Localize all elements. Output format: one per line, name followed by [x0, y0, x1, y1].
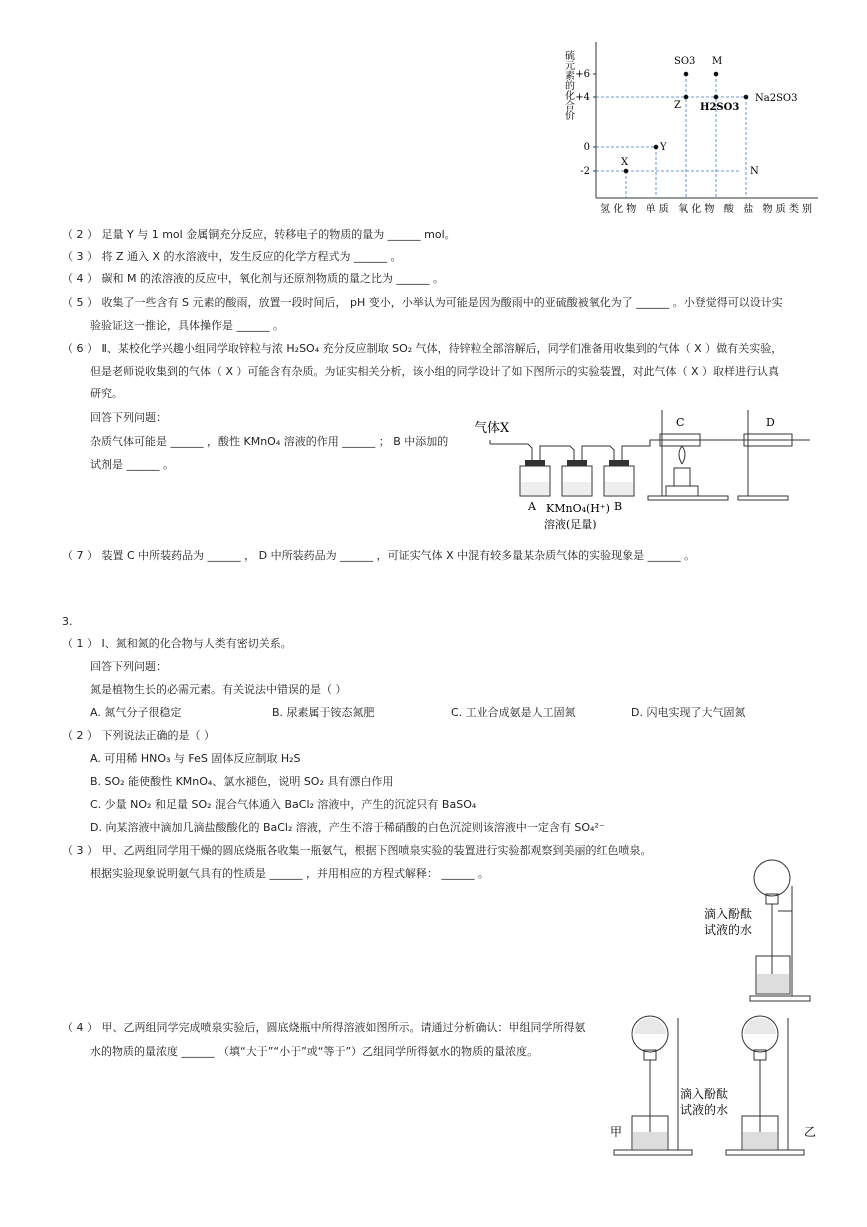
question-2-4: （ 4 ） 碳和 M 的浓溶液的反应中，氧化剂与还原剂物质的量之比为 ______ 。	[62, 272, 444, 285]
bottle-KMnO4	[562, 460, 592, 496]
fountain-pair-label-line2: 试液的水	[680, 1103, 729, 1117]
gas-x-label: 气体X	[474, 421, 510, 436]
option-3-2-A: A. 可用稀 HNO₃ 与 FeS 固体反应制取 H₂S	[90, 752, 301, 765]
question-2-6-line2: 但是老师说收集到的气体（ X ）可能含有杂质。为证实相关分析，该小组的同学设计了如下图所示的实验装置，对此气体（ X ）取样进行认真	[90, 365, 780, 378]
question-3-3: （ 3 ） 甲、乙两组同学用干燥的圆底烧瓶各收集一瓶氨气，根据下图喷泉实验的装置进行实验都观察到美丽的红色喷泉。	[62, 844, 652, 857]
question-2-6-line3: 研究。	[90, 387, 123, 400]
fountain-apparatus-pair	[608, 1010, 818, 1160]
option-3-2-B: B. SO₂ 能使酸性 KMnO₄、氯水褪色，说明 SO₂ 具有漂白作用	[90, 775, 394, 788]
label-Y: Y	[660, 142, 667, 153]
option-3-1-C: C. 工业合成氨是人工固氮	[451, 706, 576, 719]
label-M: M	[712, 56, 723, 67]
option-3-1-A: A. 氮气分子很稳定	[90, 706, 182, 719]
fountain-label-line2: 试液的水	[704, 923, 753, 937]
apparatus-D	[738, 410, 792, 500]
point-Z	[684, 95, 689, 100]
option-3-2-C: C. 少量 NO₂ 和足量 SO₂ 混合气体通入 BaCl₂ 溶液中，产生的沉淀只有 BaSO₄	[90, 798, 477, 811]
question-2-5-line2: 验验证这一推论，具体操作是 ______ 。	[90, 319, 284, 332]
question-3-1b: 回答下列问题：	[90, 660, 167, 673]
label-X: X	[621, 157, 629, 168]
y-axis-label: 硫元素的化合价	[562, 50, 574, 120]
problem-3-number: 3.	[62, 615, 73, 628]
question-2-5-line1: （ 5 ） 收集了一些含有 S 元素的酸雨，放置一段时间后， pH 变小，小举认为可能是因为酸雨中的亚硫酸被氧化为了 ______ 。小登觉得可以设计实	[62, 296, 783, 309]
point-Y	[654, 145, 659, 150]
question-2-6-line5: 杂质气体可能是 ______ ，酸性 KMnO₄ 溶液的作用 ______ ； B 中添加的	[90, 435, 449, 448]
label-A: A	[528, 500, 536, 513]
label-Na2SO3: Na2SO3	[755, 93, 798, 104]
label-solution: 溶液(足量)	[544, 518, 597, 531]
option-3-1-D: D. 闪电实现了大气固氮	[631, 706, 746, 719]
question-2-6-line1: （ 6 ） Ⅱ、某校化学兴趣小组同学取锌粒与浓 H₂SO₄ 充分反应制取 SO₂ 气体，待锌粒全部溶解后，同学们准备用收集到的气体（ X ）做有关实验，	[62, 342, 783, 355]
question-2-7: （ 7 ） 装置 C 中所装药品为 ______ ， D 中所装药品为 ______ ，可证实气体 X 中混有较多量某杂质气体的实验现象是 ______ 。	[62, 549, 696, 562]
question-2-6-line4: 回答下列问题：	[90, 411, 167, 424]
label-Z: Z	[674, 100, 681, 111]
question-3-1c: 氮是植物生长的必需元素。有关说法中错误的是（ ）	[90, 683, 347, 696]
label-SO3: SO3	[674, 56, 696, 67]
point-SO3	[684, 72, 689, 77]
point-X	[624, 169, 629, 174]
question-2-3: （ 3 ） 将 Z 通入 X 的水溶液中，发生反应的化学方程式为 ______ 。	[62, 250, 402, 263]
question-3-2: （ 2 ） 下列说法正确的是（ ）	[62, 729, 215, 742]
gas-test-apparatus	[470, 404, 818, 536]
label-B: B	[614, 500, 623, 513]
y-tick-0: 0	[583, 142, 590, 153]
label-D: D	[766, 416, 775, 429]
fountain-apparatus-single	[700, 856, 815, 1006]
question-3-3b: 根据实验现象说明氨气具有的性质是 ______ ，并用相应的方程式解释： ______ 。	[90, 867, 489, 880]
question-2-2: （ 2 ） 足量 Y 与 1 mol 金属铜充分反应，转移电子的物质的量为 ______ mol。	[62, 228, 456, 241]
option-3-2-D: D. 向某溶液中滴加几滴盐酸酸化的 BaCl₂ 溶液，产生不溶于稀硝酸的白色沉淀则该溶液中一定含有 SO₄²⁻	[90, 821, 605, 834]
question-3-1: （ 1 ） Ⅰ、氮和氮的化合物与人类有密切关系。	[62, 637, 292, 650]
y-tick-plus4: +4	[575, 92, 590, 103]
bottle-A	[520, 460, 550, 496]
point-Na2SO3	[744, 95, 749, 100]
fountain-label-line1: 滴入酚酞	[704, 907, 753, 921]
point-M	[714, 72, 719, 77]
label-yi: 乙	[804, 1125, 817, 1139]
point-H2SO3	[714, 95, 719, 100]
label-N: N	[750, 166, 759, 177]
label-kmno4: KMnO₄(H⁺)	[546, 502, 610, 515]
question-2-6-line6: 试剂是 ______ 。	[90, 458, 174, 471]
bottle-B	[604, 460, 634, 496]
label-jia: 甲	[610, 1125, 623, 1139]
question-3-4b: 水的物质的量浓度 ______ （填“大于”“小于”或“等于”）乙组同学所得氨水的物质的量浓度。	[90, 1045, 539, 1058]
label-H2SO3: H2SO3	[700, 102, 740, 113]
sulfur-valence-chart	[560, 40, 820, 218]
apparatus-C	[648, 410, 728, 500]
option-3-1-B: B. 尿素属于铵态氮肥	[272, 706, 375, 719]
x-axis-label: 氢化物 单质 氧化物 酸 盐 物质类别	[600, 204, 812, 215]
label-C: C	[676, 416, 685, 429]
question-3-4: （ 4 ） 甲、乙两组同学完成喷泉实验后，圆底烧瓶中所得溶液如图所示。请通过分析确认：甲组同学所得氨	[62, 1021, 586, 1034]
fountain-pair-label-line1: 滴入酚酞	[680, 1087, 729, 1101]
y-tick-minus2: -2	[580, 166, 590, 177]
y-tick-plus6: +6	[575, 69, 590, 80]
